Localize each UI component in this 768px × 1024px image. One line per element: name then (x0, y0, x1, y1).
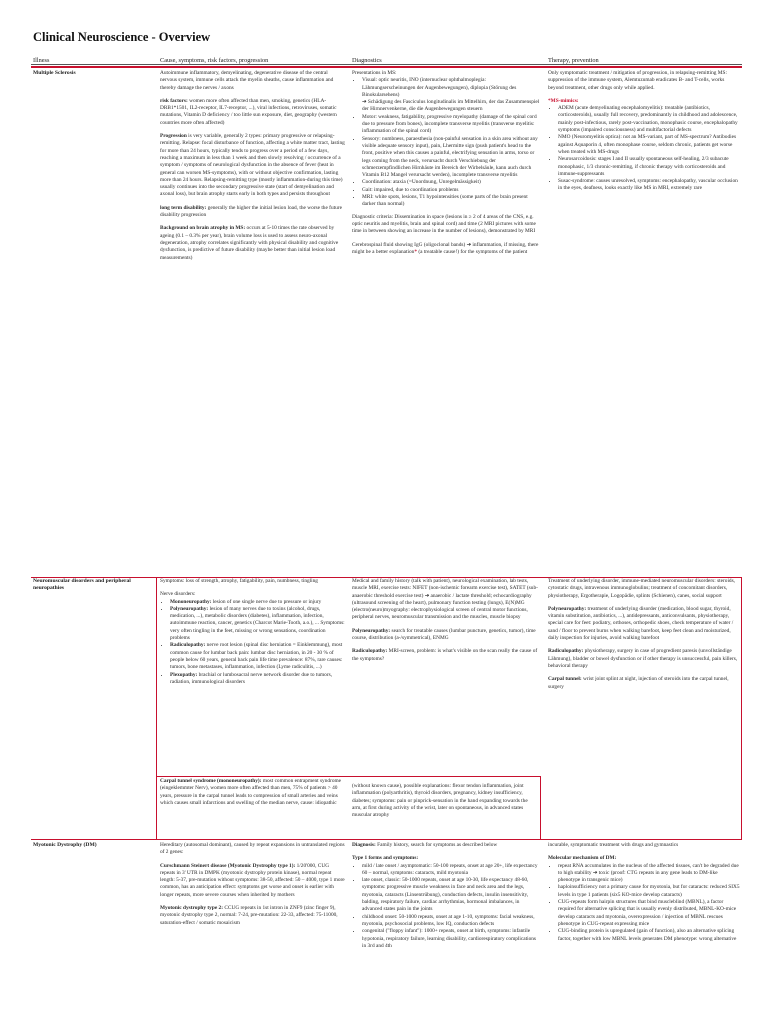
header-illness: Illness (33, 57, 50, 64)
nmd-diag-intro: Medical and family history (talk with patient), neurological examination, lab tests, muscle MRI, exercise tests: NIFET (non-ischemic forearm exercise test), SATET (sub-anaerobic threshold exercise test) ➔ anaerobic / lactate threshold; echocardiography (ultrasound screening of the heart), pulmonary function testing (lungs), E(N)MG (electro(neuro)myography: electrophysiological screen of central motor functions, peripheral nerves, neuromuscular transmission and the muscles, muscle biopsy (352, 578, 538, 621)
ms-brain-atrophy: Background on brain atrophy in MS: occurs at 5-10 times the rate observed by ageing (0.1 – 0.3% per year), brain volume loss is used to assess neuro-axonal degeneration, atrophy correlates significantly with physical disability and cognitive dysfunction, is predictive of future disability (maybe better than initial lesion load measurements) (160, 225, 339, 261)
header-diagnostics: Diagnostics (352, 57, 382, 64)
ms-diag-csf: Cerebrospinal fluid showing IgG (oligoclonal bands) ➔ inflammation, if missing, there might be a better explanation* (a treatable cause!) for the symptoms of the patient (352, 241, 539, 255)
list-item: • late onset, classic: 50-1000 repeats, onset at age 10-30, life expectancy 48-60, symptoms: progressive muscle weakness in face and neck area and the legs, myotonia, cataracts (Linsentrübung), conduction defects, insulin insensitivity, balding, respiratory failure, cardiac arrhythmias, hormonal imbalances, in advanced states pain in the joints (362, 877, 540, 913)
dm-cause-intro: Hereditary (autosomal dominant), caused by repeat expansions in untranslated regions of 2 genes: (160, 842, 345, 856)
ms-diag-intro: Presentations in MS: (352, 70, 397, 76)
list-item: • Susac-syndrome: causes unresolved, symptoms: encephalopathy, vascular occlusion in the eyes, deafness, looks exactly like MS in MRI, extremely rare (558, 178, 740, 193)
ms-risk-factors: risk factors: women more often affected than men, smoking, genetics (HLA-DRB1*1501, IL2-receptor, IL7-receptor, ...), viral infections, retroviruses, somatic mutations, Vitamin D deficiency / too little sun exposure, diet, geography (western countries more often affected) (160, 97, 337, 126)
list-item: • MRI: white spots, lesions, T1 hypointensities (some parts of the brain present darker than normal) (362, 194, 540, 209)
list-item: • Motor: weakness, fatigability, progressive myelopathy (damage of the spinal cord due to pressure from bones), incomplete transverse myelitis (transverse myelitis: inflammation of the spinal cord) (362, 114, 540, 136)
nmd-diagnostics-cell (352, 578, 540, 773)
header-divider (31, 64, 742, 65)
cts-red-border-bottom (31, 839, 742, 840)
ms-mimics-list (548, 105, 740, 193)
dm-cause-cell (160, 842, 345, 1024)
dm-type1-forms-list (352, 863, 540, 951)
nmd-red-border-right (741, 577, 742, 839)
list-item: • Mononeuropathy: lesion of one single nerve due to pressure or injury (170, 599, 345, 606)
ms-cause-cell (160, 70, 345, 400)
nmd-nerve-disorders-label: Nerve disorders: (160, 591, 196, 598)
list-item: • Visual: optic neuritis, INO (internuclear ophthalmoplegia: Lähmungserscheinungen der Augenbewegungen), diplopia (Störung des Binokularsehens) (362, 77, 540, 99)
nmd-diag-radiculopathy: Radiculopathy: MRI-screen, problem: is what's visible on the scan really the cause of the symptoms? (352, 648, 538, 662)
dm-molecular-list (548, 863, 740, 943)
dm-therapy-cell (548, 842, 740, 1024)
list-item: • Neurosarcoidosis: stages I and II usually spontaneous self-healing, 2/3 subacute monophasic, 1/3 chronic-remitting, if chronic therapy with corticosteroids and immune-suppressants (558, 156, 740, 178)
ms-long-term-disability: long term disability: generally the higher the initial lesion load, the worse the future disability progression (160, 204, 342, 219)
header-red-rule (31, 66, 742, 68)
list-item: • haploinsufficiency not a primary cause for myotonia, but for cataracts: reduced SIX5 levels in type 1 patients (six5 KO-mice develop cataracts) (558, 884, 740, 899)
nmd-diag-polyneuropathy: Polyneuropathy: search for treatable causes (lumbar puncture, genetics, tumor), time course, distribution (a-/symmetrical), ENMG (352, 627, 536, 642)
ms-cause-intro: Autoimmune inflammatory, demyelinating, degenerative disease of the central nervous system, immune cells attack the myelin sheaths, cause inflammation and thereby damage the nerves / axons (160, 70, 334, 91)
nmd-symptoms: Symptoms: loss of strength, atrophy, fatigability, pain, numbness, tingling (160, 578, 318, 584)
nmd-therapy-intro: Treatment of underlying disorder, immune-mediated neuromuscular disorders: steroids, cytostatic drugs, intravenous immunoglobulins; treatment of concomitant disorders, physiotherapy, Ergotherapie, Logopädie, splints (Schienen), canes, social support (548, 578, 736, 599)
nmd-red-border-left (156, 577, 157, 839)
dm-type2: Myotonic dystrophy type 2: CCUG repeats in 1st intron in ZNF9 (zinc finger 9), myotonic dystrophy type 2, normal: 7-24, pre-mutation: 22-33, affected: 75-11000, saturation-effect / somatic mosaicism (160, 905, 338, 926)
list-item: • mild / late onset / asymptomatic: 50-100 repeats, onset at age 20+, life expectancy 60 – normal, symptoms: cataracts, mild myotonia (362, 863, 540, 878)
dm-diagnostics-cell (352, 842, 540, 1024)
nmd-therapy-cell (548, 578, 740, 836)
cts-diagnostics-cell: (without known cause), possible explanations: flexor tendon inflammation, joint inflammation (polyarthritis), thyroid disorders, pregnancy, kidney insufficiency, diabetes; symptoms: pain or pinprick-sensation in the hand expanding towards the arm, at first during activity of the wrist, later on spontaneous, in advanced states muscular atrophy (352, 783, 528, 819)
nmd-therapy-radiculopathy: Radiculopathy: physiotherapy, surgery in case of progredient paresis (unvollständige Lähmung), bladder or bowel dysfunction or if other therapy is unsuccessful, pain killers, behavioral therapy (548, 648, 738, 669)
list-item: • CUG-binding protein is upregulated (gain of function), also an alternative splicing factor, together with low MBNL levels generates DM phenotype: wrong alternative (558, 928, 740, 943)
cts-cause-cell: Carpal tunnel syndrome (mononeuropathy): most common entrapment syndrome (eingeklemmter Nerv), women more often affected than men, 75% of patients > 40 years, pressure in the carpal tunnel leads to compression of small arteries and veins which causes small infarctions and swelling of the median nerve, cause: idiopathic (160, 778, 342, 806)
ms-progression: Progression is very variable, generally 2 types: primary progressive or relapsing-remitting. Relapse: focal disturbance of function, affecting a white matter tract, lasting for more than 24 hours, typically tends to progress over a period of a few days, reaching a maximum in less than 1 week and then slowly resolving / occurrence of a symptom / symptoms of neurological dysfunction in the absence of fever (heat in general can worsen MS-symptoms), with or without objective confirmation, lasting more than 24 hours. Relapsing-remitting type (mostly inflammation-during this time) usually continues into the secondary progressive state (start of demyelination and axonal loss), but brain atrophy starts early in both types and persists throughout (160, 133, 345, 198)
list-item: • Polyneuropathy: lesion of many nerves due to toxins (alcohol, drugs, medication, ...), metabolic disorders (diabetes), inflammation, infection, autoimmune reaction, cancer, genetics (Charcot Marie-Tooth, a.o.), ... Symptoms: very often tingling in the feet, missing or wrong sensations, coordination problems (170, 606, 345, 642)
list-item: • Gait: impaired, due to coordination problems (362, 187, 540, 194)
nmd-therapy-carpal-tunnel: Carpal tunnel: wrist joint splint at night, injection of steroids into the carpal tunnel, surgery (548, 676, 729, 690)
ms-therapy-intro: Only symptomatic treatment / mitigation of progression, in relapsing-remitting MS: suppression of the immune system, Alemtuzumab eradicates B- and T-cells, works beyond treatment, other drugs only while applied. (548, 70, 727, 91)
dm-therapy-intro: incurable, symptomatic treatment with drugs and gymnastics (548, 842, 679, 848)
dm-diagnosis: Diagnosis: Family history, search for symptoms as described below (352, 842, 498, 848)
ms-diag-criteria: Diagnostic criteria: Dissemination in space (lesions in ≥ 2 of 4 areas of the CNS, e.g. optic neuritis and myelitis, brain and spinal cord) and time (2 MRI pictures with some time in between showing an increase in the number of lesions), demonstrated by MRI (352, 213, 536, 235)
page-title: Clinical Neuroscience - Overview (33, 30, 211, 44)
ms-mimics-label: *MS-mimics: (548, 97, 579, 104)
illness-nmd: Neuromuscular disorders and peripheral neuropathies (33, 578, 131, 592)
list-item: ➔ Schädigung des Fasciculus longitudinalis im Mittelhirn, der das Zusammenspiel der Hirnnervenkerne, die die Augenbewegungen steuern (362, 99, 540, 113)
list-item: • repeat RNA accumulates in the nucleus of the affected tissues, can't be degraded due to high stability ➔ toxic (proof: CTG repeats in any gene leads to DM-like phenotype in transgenic mice) (558, 863, 740, 885)
list-item: • congenital ("floppy infant"): 1000+ repeats, onset at birth, symptoms: infantile hypotonia, respiratory failure, learning disability, cardiorespiratory complications in 3rd and 4th (362, 928, 540, 950)
dm-molecular-label: Molecular mechanism of DM: (548, 855, 617, 862)
list-item: • Sensory: numbness, paraesthesia (non-painful sensation in a skin area without any visible adequate sensory input), pain, Lhermitte sign (push patient's head to the front, positive when this causes a painful, electrifying sensation in arms, torso or legs coming from the neck, verursacht durch Verschiebung der schmerzempfindlichen Hirnhäute im Bereich der Wirbelsäule, kann auch durch Vitamin B12 Mangel verursacht werden), incomplete transverse myelitis (362, 136, 540, 180)
cts-red-border-right (540, 776, 541, 839)
header-therapy: Therapy, prevention (548, 57, 599, 64)
list-item: • childhood onset: 50-1000 repeats, onset at age 1-10, symptoms: facial weakness, myotonia, psychosocial problems, low IQ, conduction defects (362, 914, 540, 929)
dm-type1-forms-label: Type 1 forms and symptoms: (352, 855, 419, 862)
list-item: • ADEM (acute demyelinating encephalomyelitis): treatable (antibiotics, corticosteroids), usually full recovery, predominantly in childhood and adolescence, mainly post-infectious, rarely post-vaccination, monophasic course, encephalopathy symptoms (impaired consciousness) and multifactorial defects (558, 105, 740, 134)
nmd-cause-cell (160, 578, 345, 773)
list-item: • Coordination: ataxia (=Unordnung, Unregelmässigkeit) (362, 179, 540, 186)
list-item: • NMO (Neuromyelitis optica): not an MS-variant, part of MS-spectrum? Antibodies against Aquaporin 4, often monophase course, seldom chronic, patients get worse when treated with MS-drugs (558, 134, 740, 156)
cts-red-border-top (156, 776, 541, 777)
nmd-nerve-disorders-list (160, 599, 345, 687)
nmd-therapy-polyneuropathy: Polyneuropathy: treatment of underlying disorder (medication, blood sugar, thyroid, vitamin substitution, antibiotics, ...), antidepressants, anticonvulsants, physiotherapy, special care for feet: podiatry, orthoses, orthopedic shoes, check temperature of water / sand / floor to prevent burns when walking barefoot, keep feet clean and moisturized, daily inspection for injuries, avoid walking barefoot (548, 605, 734, 642)
list-item: • CUG-repeats form hairpin structures that bind muscleblind (MBNL), a factor required for alternative splicing that is usually evenly distributed, MBNL-KO-mice develop cataracts and myotonia, overexpression / injection of MBNL rescues phenotype in CUG-repeat expressing mice (558, 899, 740, 928)
header-cause: Cause, symptoms, risk factors, progression (160, 57, 269, 64)
ms-diag-list (352, 77, 540, 208)
list-item: • Radiculopathy: nerve root lesion (spinal disc herniation = Einklemmung), most common cause for lumbar back pain: lumbar disc herniation, in 20 - 30 % of people below 60 years, general back pain life time prevalence: 87%, rare causes: tumors, bone metastases, inflammation, infection (Lyme radiculitis, ...) (170, 642, 345, 671)
illness-dm: Myotonic Dystrophy (DM) (33, 842, 97, 848)
illness-ms: Multiple Sclerosis (33, 70, 76, 76)
ms-diagnostics-cell (352, 70, 540, 400)
ms-therapy-cell (548, 70, 740, 400)
list-item: • Plexopathy: brachial or lumbosacral nerve network disorder due to tumors, radiation, immunological disorders (170, 672, 345, 687)
dm-type1: Curschmann Steinert disease (Myotonic Dystrophy type 1): 1/20'000, CUG repeats in 3' UTR in DMPK (myotonic dystrophy protein kinase), normal repeat length: 5-37, pre-mutation without symptoms: 38-50, affected: 50 – 4000, type 1 more common, has an anticipation effect: symptoms get worse and onset is earlier with longer repeats, more severe courses when inherited by mothers (160, 862, 345, 898)
